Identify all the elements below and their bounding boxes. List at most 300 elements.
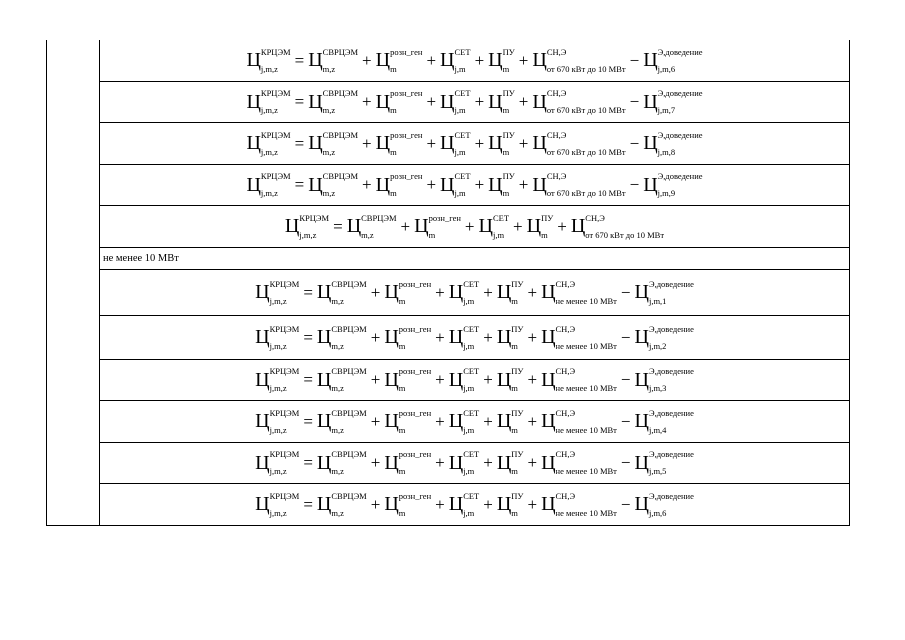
operator-plus: + (527, 282, 538, 302)
c-symbol: Ц (414, 215, 429, 237)
operator-eq: = (294, 175, 305, 194)
operator-minus: − (620, 370, 631, 389)
pu-sup: ПУ (511, 490, 524, 501)
operator-plus: + (362, 175, 372, 194)
sn-sup: СН,Э (546, 171, 567, 181)
lhs-sup: КРЦЭМ (269, 407, 300, 418)
svrcem-sub: m,z (331, 383, 344, 393)
formula (255, 325, 694, 351)
sn-sub: не менее 10 МВт (555, 466, 617, 476)
c-symbol: Ц (634, 410, 649, 432)
set-sup: СЕТ (463, 323, 480, 334)
lhs-term (246, 131, 290, 157)
set-sub: j,m (454, 188, 466, 198)
dovedenie-sup: Э,доведение (648, 449, 694, 459)
dovedenie-sup: Э,доведение (657, 46, 703, 57)
pu-sup: ПУ (511, 278, 524, 289)
operator-eq: = (303, 411, 313, 431)
rozn-gen-sub: m (428, 229, 436, 240)
svrcem-sub: m,z (331, 424, 344, 435)
rozn-gen-sub: m (398, 295, 406, 306)
formula-row (100, 401, 849, 443)
dovedenie-sub: j,m,4 (648, 424, 667, 435)
pu-sup: ПУ (511, 407, 524, 418)
formula-row (100, 123, 849, 165)
operator-eq: = (303, 327, 313, 347)
set-sup: СЕТ (463, 366, 480, 376)
set-sub: j,m (463, 383, 475, 393)
c-symbol: Ц (570, 215, 586, 237)
dovedenie-sub: j,m,7 (657, 105, 676, 115)
dovedenie-sub: j,m,6 (648, 507, 667, 518)
set-term (449, 492, 480, 518)
c-symbol: Ц (375, 49, 391, 71)
rozn-gen-sub: m (390, 63, 397, 74)
lhs-term (255, 492, 299, 518)
pu-sub: m (511, 295, 518, 306)
set-sub: j,m (492, 229, 505, 240)
lhs-sup: КРЦЭМ (260, 46, 291, 57)
dovedenie-sub: j,m,3 (648, 383, 667, 393)
c-symbol: Ц (246, 49, 261, 71)
c-symbol: Ц (496, 493, 512, 515)
sn-sub: не менее 10 МВт (555, 424, 617, 435)
pu-sub: m (511, 383, 518, 393)
dovedenie-sup: Э,доведение (657, 88, 703, 98)
formula (285, 214, 664, 240)
pu-sub: m (511, 340, 518, 351)
rozn-gen-sub: m (398, 424, 406, 435)
c-symbol: Ц (488, 132, 503, 154)
svrcem-term (317, 367, 367, 393)
set-sub: j,m (463, 507, 475, 518)
set-sup: СЕТ (454, 129, 471, 140)
rozn-gen-sup: розн_ген (390, 171, 423, 181)
svrcem-term (347, 214, 397, 240)
c-symbol: Ц (448, 368, 464, 391)
c-symbol: Ц (541, 326, 556, 348)
dovedenie-sup: Э,доведение (648, 278, 694, 289)
c-symbol: Ц (346, 215, 362, 237)
svrcem-sub: m,z (361, 229, 374, 240)
formula (246, 89, 702, 115)
c-symbol: Ц (488, 90, 503, 113)
c-symbol: Ц (634, 493, 649, 515)
pu-term (497, 450, 524, 476)
c-symbol: Ц (448, 281, 464, 303)
sn-sup: СН,Э (555, 449, 576, 459)
operator-eq: = (303, 282, 313, 302)
lhs-sub: j,m,z (299, 229, 317, 240)
operator-eq: = (294, 133, 305, 153)
pu-sub: m (541, 229, 548, 240)
rozn-gen-sup: розн_ген (398, 449, 432, 459)
set-sub: j,m (454, 146, 466, 157)
sn-term (541, 409, 617, 435)
set-term (479, 214, 510, 240)
c-symbol: Ц (541, 493, 556, 515)
rozn-gen-sup: розн_ген (398, 366, 432, 376)
sn-sub: не менее 10 МВт (555, 295, 617, 306)
c-symbol: Ц (634, 281, 649, 303)
pu-term (488, 172, 515, 198)
pu-sub: m (502, 63, 510, 74)
operator-minus: − (620, 494, 631, 514)
svrcem-sup: СВРЦЭМ (331, 490, 367, 501)
c-symbol: Ц (532, 90, 547, 113)
svrcem-sup: СВРЦЭМ (361, 212, 397, 223)
operator-plus: + (370, 453, 381, 472)
set-term (449, 367, 480, 393)
sn-sup: СН,Э (555, 407, 576, 418)
svrcem-sup: СВРЦЭМ (331, 407, 367, 418)
pu-term (497, 367, 524, 393)
sn-sup: СН,Э (546, 129, 567, 140)
c-symbol: Ц (496, 368, 512, 391)
lhs-sub: j,m,z (260, 188, 278, 198)
operator-plus: + (370, 411, 381, 431)
formula-row (100, 316, 849, 360)
c-symbol: Ц (448, 493, 464, 515)
operator-plus: + (435, 282, 445, 302)
dovedenie-term (643, 172, 702, 198)
dovedenie-sup: Э,доведение (657, 129, 703, 140)
dovedenie-sup: Э,доведение (648, 366, 694, 376)
operator-plus: + (483, 327, 493, 347)
c-symbol: Ц (316, 410, 332, 432)
rozn-gen-sub: m (398, 383, 406, 393)
formula (246, 131, 702, 157)
operator-plus: + (435, 327, 445, 347)
set-sup: СЕТ (454, 46, 471, 57)
c-symbol: Ц (541, 451, 556, 474)
rozn-gen-sub: m (390, 105, 397, 115)
c-symbol: Ц (384, 493, 399, 515)
dovedenie-term (635, 450, 694, 476)
formula (255, 450, 694, 476)
operator-minus: − (620, 327, 631, 347)
formula-row-no-dov (100, 206, 849, 248)
lhs-sub: j,m,z (269, 383, 287, 393)
c-symbol: Ц (375, 132, 391, 154)
set-sub: j,m (454, 63, 466, 74)
c-symbol: Ц (384, 326, 399, 348)
set-sub: j,m (463, 466, 475, 476)
operator-eq: = (303, 453, 313, 472)
c-symbol: Ц (643, 173, 658, 196)
lhs-sup: КРЦЭМ (260, 171, 291, 181)
formula (246, 48, 702, 74)
pu-sup: ПУ (502, 129, 515, 140)
set-term (440, 172, 471, 198)
formula (255, 280, 694, 306)
set-sup: СЕТ (454, 171, 471, 181)
operator-plus: + (518, 50, 529, 70)
operator-plus: + (483, 453, 493, 472)
c-symbol: Ц (634, 326, 649, 348)
c-symbol: Ц (643, 132, 658, 154)
operator-minus: − (629, 50, 640, 70)
svrcem-sub: m,z (331, 295, 344, 306)
formula (255, 367, 694, 393)
sn-term (541, 367, 617, 393)
c-symbol: Ц (478, 215, 493, 237)
svrcem-term (317, 280, 367, 306)
sn-sub: не менее 10 МВт (555, 507, 617, 518)
lhs-sup: КРЦЭМ (269, 323, 300, 334)
c-symbol: Ц (255, 410, 270, 432)
operator-plus: + (426, 92, 437, 111)
operator-plus: + (527, 370, 538, 389)
dovedenie-sub: j,m,6 (657, 63, 676, 74)
pu-term (497, 325, 524, 351)
svrcem-term (317, 450, 367, 476)
operator-plus: + (464, 216, 475, 236)
operator-plus: + (474, 50, 485, 70)
c-symbol: Ц (440, 90, 455, 113)
rozn-gen-sup: розн_ген (390, 88, 423, 98)
dovedenie-term (635, 367, 694, 393)
pu-sup: ПУ (511, 449, 524, 459)
set-sub: j,m (463, 340, 475, 351)
dovedenie-term (635, 492, 694, 518)
lhs-sup: КРЦЭМ (260, 129, 291, 140)
sn-sub: от 670 кВт до 10 МВт (546, 146, 626, 157)
sn-term (532, 89, 625, 115)
operator-eq: = (303, 370, 313, 389)
c-symbol: Ц (496, 410, 512, 432)
operator-plus: + (527, 494, 538, 514)
c-symbol: Ц (541, 410, 556, 432)
operator-plus: + (474, 92, 485, 111)
lhs-term (246, 48, 290, 74)
set-term (440, 48, 471, 74)
c-symbol: Ц (448, 410, 464, 432)
rozn-gen-sup: розн_ген (398, 278, 432, 289)
c-symbol: Ц (284, 215, 300, 237)
rozn-gen-term (384, 367, 431, 393)
lhs-sub: j,m,z (260, 63, 278, 74)
operator-plus: + (426, 175, 437, 194)
rozn-gen-term (384, 450, 431, 476)
lhs-sub: j,m,z (260, 146, 278, 157)
operator-minus: − (629, 175, 640, 194)
c-symbol: Ц (488, 49, 503, 71)
rozn-gen-term (384, 280, 431, 306)
c-symbol: Ц (488, 173, 503, 196)
pu-term (488, 89, 515, 115)
pu-term (488, 131, 515, 157)
svrcem-term (317, 325, 367, 351)
c-symbol: Ц (448, 326, 464, 348)
c-symbol: Ц (246, 132, 261, 154)
set-term (449, 280, 480, 306)
operator-plus: + (483, 370, 493, 389)
lhs-term (246, 89, 290, 115)
c-symbol: Ц (316, 451, 332, 474)
set-sub: j,m (463, 424, 475, 435)
svrcem-term (317, 492, 367, 518)
dovedenie-sup: Э,доведение (648, 407, 694, 418)
c-symbol: Ц (634, 451, 649, 474)
lhs-sub: j,m,z (269, 295, 287, 306)
formula (255, 409, 694, 435)
operator-eq: = (303, 494, 313, 514)
operator-plus: + (435, 453, 445, 472)
c-symbol: Ц (634, 368, 649, 391)
svrcem-sup: СВРЦЭМ (322, 129, 359, 140)
rozn-gen-sup: розн_ген (390, 46, 423, 57)
dovedenie-term (635, 409, 694, 435)
lhs-term (255, 325, 299, 351)
rozn-gen-term (384, 492, 431, 518)
c-symbol: Ц (308, 49, 323, 71)
lhs-sup: КРЦЭМ (269, 278, 300, 289)
sn-sup: СН,Э (555, 366, 576, 376)
c-symbol: Ц (246, 173, 261, 196)
sn-sub: не менее 10 МВт (555, 340, 617, 351)
section-label-row (100, 248, 849, 270)
c-symbol: Ц (532, 173, 547, 196)
sn-sup: СН,Э (546, 46, 567, 57)
set-sup: СЕТ (463, 407, 480, 418)
dovedenie-term (635, 325, 694, 351)
set-sup: СЕТ (463, 490, 480, 501)
c-symbol: Ц (255, 451, 270, 474)
sn-term (541, 280, 617, 306)
dovedenie-sup: Э,доведение (657, 171, 703, 181)
operator-plus: + (435, 370, 445, 389)
operator-plus: + (370, 370, 381, 389)
operator-plus: + (483, 282, 493, 302)
operator-minus: − (629, 92, 640, 111)
c-symbol: Ц (384, 281, 399, 303)
pu-sub: m (511, 466, 518, 476)
sn-sup: СН,Э (555, 323, 576, 334)
operator-plus: + (426, 133, 437, 153)
pu-term (488, 48, 515, 74)
c-symbol: Ц (496, 281, 512, 303)
dovedenie-sub: j,m,8 (657, 146, 676, 157)
svrcem-sup: СВРЦЭМ (331, 366, 367, 376)
formula (255, 492, 694, 518)
sn-term (541, 492, 617, 518)
lhs-sub: j,m,z (269, 466, 287, 476)
formula-row (100, 165, 849, 206)
pu-term (527, 214, 554, 240)
operator-plus: + (527, 327, 538, 347)
lhs-sub: j,m,z (269, 424, 287, 435)
operator-plus: + (527, 453, 538, 472)
operator-minus: − (629, 133, 640, 153)
set-sup: СЕТ (492, 212, 510, 223)
pu-sub: m (511, 424, 518, 435)
svrcem-sub: m,z (322, 188, 336, 198)
c-symbol: Ц (643, 49, 658, 71)
pu-sup: ПУ (502, 171, 515, 181)
rozn-gen-term (384, 409, 431, 435)
c-symbol: Ц (526, 215, 542, 237)
c-symbol: Ц (308, 173, 323, 196)
svrcem-term (308, 131, 358, 157)
operator-eq: = (294, 50, 305, 70)
c-symbol: Ц (316, 326, 332, 348)
set-sup: СЕТ (463, 449, 480, 459)
set-term (449, 409, 480, 435)
operator-plus: + (474, 175, 485, 194)
sn-sup: СН,Э (546, 88, 567, 98)
sn-term (532, 48, 625, 74)
pu-sup: ПУ (502, 46, 515, 57)
operator-plus: + (518, 175, 529, 194)
c-symbol: Ц (316, 493, 332, 515)
pu-term (497, 280, 524, 306)
rozn-gen-sub: m (398, 466, 406, 476)
formula-row (100, 484, 849, 525)
c-symbol: Ц (375, 173, 391, 196)
pu-sub: m (502, 146, 510, 157)
operator-plus: + (518, 133, 529, 153)
lhs-sup: КРЦЭМ (299, 212, 330, 223)
formula-row (100, 443, 849, 484)
sn-sub: от 670 кВт до 10 МВт (546, 63, 626, 74)
set-term (449, 450, 480, 476)
lhs-term (255, 409, 299, 435)
c-symbol: Ц (532, 132, 547, 154)
lhs-sub: j,m,z (269, 507, 287, 518)
rozn-gen-sub: m (390, 146, 397, 157)
pu-sub: m (511, 507, 518, 518)
c-symbol: Ц (375, 90, 391, 113)
lhs-term (255, 367, 299, 393)
sn-sup: СН,Э (555, 490, 576, 501)
sn-sub: от 670 кВт до 10 МВт (546, 188, 626, 198)
c-symbol: Ц (384, 410, 399, 432)
svrcem-term (308, 172, 358, 198)
sn-sub: от 670 кВт до 10 МВт (546, 105, 626, 115)
dovedenie-sub: j,m,1 (648, 295, 667, 306)
operator-plus: + (362, 92, 372, 111)
svrcem-sup: СВРЦЭМ (331, 449, 367, 459)
formula-row (100, 270, 849, 316)
sn-term (532, 172, 625, 198)
lhs-sup: КРЦЭМ (269, 490, 300, 501)
svrcem-sub: m,z (331, 507, 344, 518)
c-symbol: Ц (246, 90, 261, 113)
c-symbol: Ц (384, 368, 399, 391)
c-symbol: Ц (541, 368, 556, 391)
dovedenie-sup: Э,доведение (648, 323, 694, 334)
c-symbol: Ц (532, 49, 547, 71)
pu-sup: ПУ (541, 212, 554, 223)
sn-term (532, 131, 625, 157)
rozn-gen-term (384, 325, 431, 351)
operator-plus: + (518, 92, 529, 111)
c-symbol: Ц (541, 281, 556, 303)
set-term (449, 325, 480, 351)
sn-sub: не менее 10 МВт (555, 383, 617, 393)
c-symbol: Ц (308, 90, 323, 113)
svrcem-sup: СВРЦЭМ (331, 278, 367, 289)
rozn-gen-term (376, 131, 423, 157)
set-term (440, 131, 471, 157)
set-sub: j,m (454, 105, 466, 115)
operator-plus: + (370, 494, 381, 514)
svrcem-term (317, 409, 367, 435)
c-symbol: Ц (496, 451, 512, 474)
c-symbol: Ц (384, 451, 399, 474)
lhs-sup: КРЦЭМ (269, 366, 300, 376)
